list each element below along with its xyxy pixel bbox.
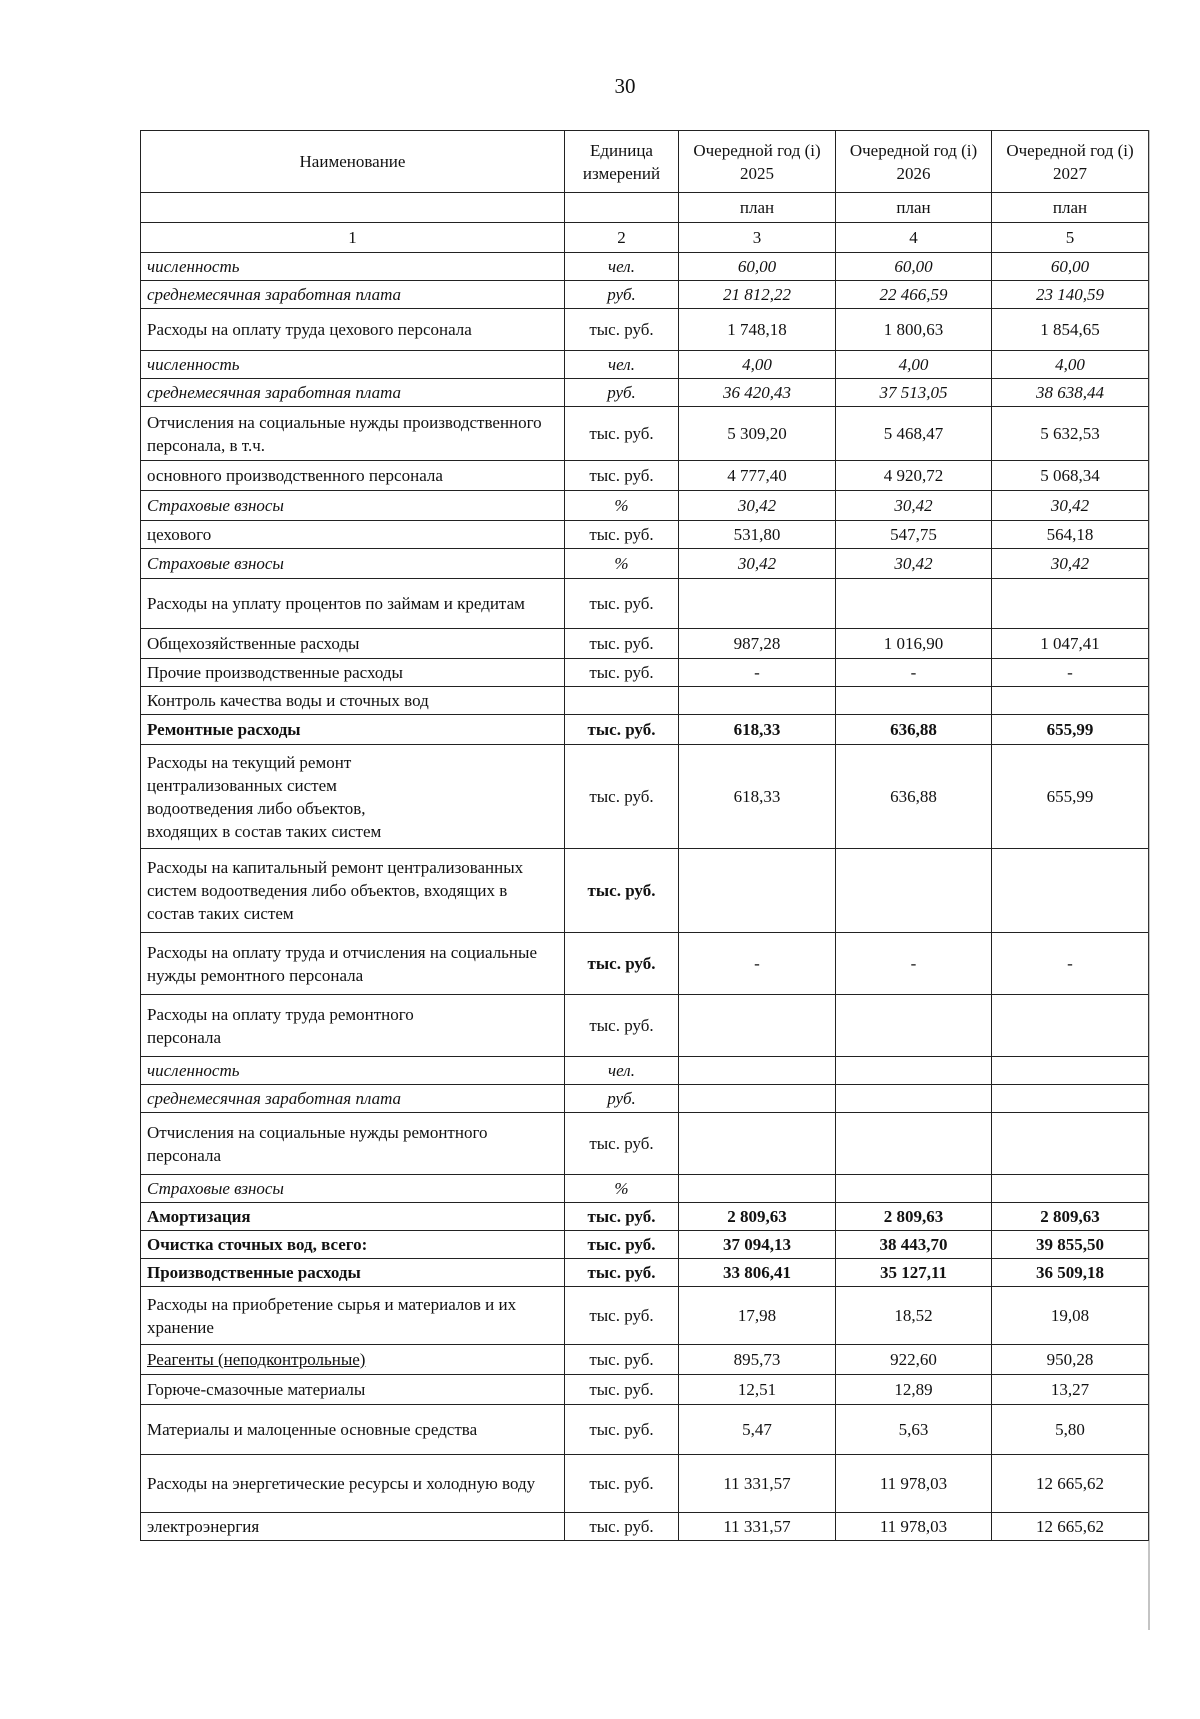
row-value-2027: 4,00 <box>992 351 1149 379</box>
row-name <box>141 629 565 659</box>
row-value-2027 <box>992 687 1149 715</box>
table-row <box>141 1455 1149 1513</box>
row-unit <box>565 687 679 715</box>
row-name <box>141 1175 565 1203</box>
row-name <box>141 491 565 521</box>
row-unit: тыс. руб. <box>565 1113 679 1175</box>
row-unit: тыс. руб. <box>565 629 679 659</box>
row-name <box>141 461 565 491</box>
row-name-text: численность <box>147 355 240 374</box>
row-value-2025: - <box>679 933 836 995</box>
row-name-text: Страховые взносы <box>147 1179 284 1198</box>
row-value-2026: 35 127,11 <box>836 1259 992 1287</box>
table-row <box>141 995 1149 1057</box>
row-value-2027: 655,99 <box>992 745 1149 849</box>
table-row <box>141 1375 1149 1405</box>
table-row <box>141 1175 1149 1203</box>
row-value-2025: 36 420,43 <box>679 379 836 407</box>
table-row <box>141 1345 1149 1375</box>
header-plan-2025: план <box>679 193 836 223</box>
row-name-text: Расходы на уплату процентов по займам и кредитам <box>147 594 525 613</box>
table-row <box>141 745 1149 849</box>
row-unit: тыс. руб. <box>565 1287 679 1345</box>
row-unit: тыс. руб. <box>565 995 679 1057</box>
row-value-2026: 4,00 <box>836 351 992 379</box>
table-row <box>141 715 1149 745</box>
row-unit: тыс. руб. <box>565 715 679 745</box>
row-name-text: Страховые взносы <box>147 496 284 515</box>
row-value-2025: 618,33 <box>679 745 836 849</box>
row-name-text: численность <box>147 257 240 276</box>
row-name-text: численность <box>147 1061 240 1080</box>
row-value-2026: 5 468,47 <box>836 407 992 461</box>
header-empty-unit <box>565 193 679 223</box>
row-unit: тыс. руб. <box>565 849 679 933</box>
row-name <box>141 253 565 281</box>
table-row <box>141 351 1149 379</box>
row-name <box>141 659 565 687</box>
row-name <box>141 309 565 351</box>
row-value-2025: 895,73 <box>679 1345 836 1375</box>
row-unit: тыс. руб. <box>565 521 679 549</box>
row-value-2027: 5 632,53 <box>992 407 1149 461</box>
row-value-2027: 38 638,44 <box>992 379 1149 407</box>
table-row <box>141 1085 1149 1113</box>
table-row <box>141 407 1149 461</box>
row-value-2025 <box>679 687 836 715</box>
row-name <box>141 407 565 461</box>
header-year-2025: Очередной год (i) 2025 <box>679 131 836 193</box>
row-value-2027: - <box>992 933 1149 995</box>
row-value-2027: 30,42 <box>992 491 1149 521</box>
row-value-2026 <box>836 1113 992 1175</box>
column-number-5: 5 <box>992 223 1149 253</box>
table-row <box>141 1513 1149 1541</box>
row-name <box>141 1113 565 1175</box>
row-name-text: Расходы на текущий ремонт централизованных систем водоотведения либо объектов, входящих в состав таких систем <box>147 752 382 841</box>
row-name-text: Расходы на приобретение сырья и материалов и их хранение <box>147 1294 517 1337</box>
row-value-2027: 19,08 <box>992 1287 1149 1345</box>
row-name-text: Горюче-смазочные материалы <box>147 1380 366 1399</box>
row-name <box>141 379 565 407</box>
column-number-3: 3 <box>679 223 836 253</box>
row-name <box>141 995 565 1057</box>
header-plan-2027: план <box>992 193 1149 223</box>
row-value-2027: 12 665,62 <box>992 1455 1149 1513</box>
row-value-2026: - <box>836 659 992 687</box>
row-value-2026 <box>836 579 992 629</box>
row-value-2027 <box>992 1085 1149 1113</box>
row-name-text: Расходы на оплату труда и отчисления на социальные нужды ремонтного персонала <box>147 942 537 985</box>
table-header <box>141 131 1149 253</box>
row-value-2025: 37 094,13 <box>679 1231 836 1259</box>
row-value-2025 <box>679 1057 836 1085</box>
row-value-2026: 547,75 <box>836 521 992 549</box>
budget-table <box>140 130 1149 1541</box>
row-unit: руб. <box>565 1085 679 1113</box>
row-name <box>141 933 565 995</box>
row-name <box>141 1259 565 1287</box>
row-value-2025: 11 331,57 <box>679 1455 836 1513</box>
table-row <box>141 281 1149 309</box>
table-row <box>141 491 1149 521</box>
row-value-2025: 987,28 <box>679 629 836 659</box>
row-unit: тыс. руб. <box>565 1513 679 1541</box>
row-value-2025: 618,33 <box>679 715 836 745</box>
row-value-2025: 12,51 <box>679 1375 836 1405</box>
row-name-text: Общехозяйственные расходы <box>147 634 360 653</box>
row-value-2026 <box>836 1085 992 1113</box>
row-value-2026 <box>836 1175 992 1203</box>
row-unit: тыс. руб. <box>565 1375 679 1405</box>
table-row <box>141 253 1149 281</box>
row-value-2026: 1 800,63 <box>836 309 992 351</box>
row-name <box>141 1085 565 1113</box>
row-value-2026: 5,63 <box>836 1405 992 1455</box>
row-name-text: Отчисления на социальные нужды ремонтного персонала <box>147 1122 488 1165</box>
table-row <box>141 1057 1149 1085</box>
row-value-2025 <box>679 1085 836 1113</box>
table-row <box>141 629 1149 659</box>
row-value-2026: 30,42 <box>836 549 992 579</box>
table-row <box>141 849 1149 933</box>
row-value-2026: 11 978,03 <box>836 1513 992 1541</box>
row-value-2025: 2 809,63 <box>679 1203 836 1231</box>
row-name <box>141 281 565 309</box>
row-value-2025: 531,80 <box>679 521 836 549</box>
row-unit: руб. <box>565 379 679 407</box>
header-plan-2026: план <box>836 193 992 223</box>
row-name-text: Расходы на энергетические ресурсы и холодную воду <box>147 1474 536 1493</box>
row-unit: тыс. руб. <box>565 659 679 687</box>
row-value-2025: 1 748,18 <box>679 309 836 351</box>
row-value-2025 <box>679 1175 836 1203</box>
row-name <box>141 1057 565 1085</box>
row-name <box>141 579 565 629</box>
row-value-2027 <box>992 1057 1149 1085</box>
row-value-2026: 12,89 <box>836 1375 992 1405</box>
row-value-2025: 11 331,57 <box>679 1513 836 1541</box>
row-unit: тыс. руб. <box>565 1203 679 1231</box>
row-value-2025: 17,98 <box>679 1287 836 1345</box>
row-value-2026: 38 443,70 <box>836 1231 992 1259</box>
row-name <box>141 521 565 549</box>
row-unit: чел. <box>565 351 679 379</box>
row-name <box>141 1231 565 1259</box>
row-value-2025: 5 309,20 <box>679 407 836 461</box>
row-unit: тыс. руб. <box>565 309 679 351</box>
row-name <box>141 549 565 579</box>
row-unit: чел. <box>565 253 679 281</box>
row-unit: тыс. руб. <box>565 579 679 629</box>
table-row <box>141 1203 1149 1231</box>
row-value-2027: 12 665,62 <box>992 1513 1149 1541</box>
row-value-2027: 1 047,41 <box>992 629 1149 659</box>
row-name-text: Очистка сточных вод, всего: <box>147 1235 368 1254</box>
row-name-text: Материалы и малоценные основные средства <box>147 1420 478 1439</box>
row-value-2027: 1 854,65 <box>992 309 1149 351</box>
row-value-2026 <box>836 849 992 933</box>
row-value-2026: 636,88 <box>836 715 992 745</box>
table-row <box>141 379 1149 407</box>
row-name <box>141 715 565 745</box>
table-row <box>141 461 1149 491</box>
row-value-2026: 636,88 <box>836 745 992 849</box>
row-name-text: Ремонтные расходы <box>147 720 301 739</box>
row-value-2026: 22 466,59 <box>836 281 992 309</box>
table-row <box>141 1259 1149 1287</box>
row-value-2026: 11 978,03 <box>836 1455 992 1513</box>
row-value-2027: 5 068,34 <box>992 461 1149 491</box>
row-value-2025 <box>679 1113 836 1175</box>
row-value-2027: 60,00 <box>992 253 1149 281</box>
column-number-1: 1 <box>141 223 565 253</box>
table-row <box>141 659 1149 687</box>
row-value-2025 <box>679 579 836 629</box>
row-name <box>141 1287 565 1345</box>
scan-edge-mark <box>1148 130 1150 1630</box>
row-value-2027: 39 855,50 <box>992 1231 1149 1259</box>
row-name <box>141 1455 565 1513</box>
table-row <box>141 521 1149 549</box>
page-number: 30 <box>614 74 636 98</box>
row-value-2025: 4 777,40 <box>679 461 836 491</box>
table-body <box>141 253 1149 1541</box>
row-value-2025: 4,00 <box>679 351 836 379</box>
row-name-text: Отчисления на социальные нужды производственного персонала, в т.ч. <box>147 412 542 455</box>
row-unit: тыс. руб. <box>565 461 679 491</box>
row-value-2027: 5,80 <box>992 1405 1149 1455</box>
table-row <box>141 1231 1149 1259</box>
row-name-text: основного производственного персонала <box>147 466 443 485</box>
row-name <box>141 1345 565 1375</box>
row-unit: тыс. руб. <box>565 1405 679 1455</box>
row-value-2026: 30,42 <box>836 491 992 521</box>
row-value-2025: - <box>679 659 836 687</box>
table-row <box>141 1287 1149 1345</box>
row-value-2026: 18,52 <box>836 1287 992 1345</box>
row-value-2027 <box>992 579 1149 629</box>
header-year-2026: Очередной год (i) 2026 <box>836 131 992 193</box>
row-name-text: среднемесячная заработная плата <box>147 383 402 402</box>
row-value-2026: 4 920,72 <box>836 461 992 491</box>
row-value-2027 <box>992 1113 1149 1175</box>
row-name-text: Контроль качества воды и сточных вод <box>147 691 429 710</box>
row-name-text: Производственные расходы <box>147 1263 361 1282</box>
table-row <box>141 579 1149 629</box>
table-row <box>141 1113 1149 1175</box>
row-value-2027: - <box>992 659 1149 687</box>
row-value-2025: 60,00 <box>679 253 836 281</box>
row-value-2026: 2 809,63 <box>836 1203 992 1231</box>
row-value-2025: 21 812,22 <box>679 281 836 309</box>
row-unit: тыс. руб. <box>565 933 679 995</box>
row-name-text: Реагенты (неподконтрольные) <box>147 1350 366 1369</box>
row-value-2027: 13,27 <box>992 1375 1149 1405</box>
row-unit: % <box>565 1175 679 1203</box>
row-value-2026: - <box>836 933 992 995</box>
row-value-2027: 36 509,18 <box>992 1259 1149 1287</box>
row-value-2027 <box>992 849 1149 933</box>
header-year-2027: Очередной год (i) 2027 <box>992 131 1149 193</box>
table-row <box>141 309 1149 351</box>
row-name <box>141 1405 565 1455</box>
row-value-2026 <box>836 1057 992 1085</box>
row-name <box>141 745 565 849</box>
row-value-2027: 950,28 <box>992 1345 1149 1375</box>
row-name-text: среднемесячная заработная плата <box>147 1089 402 1108</box>
row-value-2026 <box>836 687 992 715</box>
column-number-4: 4 <box>836 223 992 253</box>
row-value-2025: 30,42 <box>679 549 836 579</box>
row-name <box>141 849 565 933</box>
row-value-2025 <box>679 849 836 933</box>
row-unit: тыс. руб. <box>565 1455 679 1513</box>
row-name <box>141 1513 565 1541</box>
row-value-2027 <box>992 995 1149 1057</box>
row-name-text: Расходы на оплату труда цехового персонала <box>147 320 472 339</box>
row-unit: тыс. руб. <box>565 1231 679 1259</box>
row-value-2026: 922,60 <box>836 1345 992 1375</box>
row-unit: тыс. руб. <box>565 1259 679 1287</box>
row-value-2027: 2 809,63 <box>992 1203 1149 1231</box>
row-unit: руб. <box>565 281 679 309</box>
row-value-2027: 30,42 <box>992 549 1149 579</box>
row-name <box>141 1375 565 1405</box>
row-name-text: Страховые взносы <box>147 554 284 573</box>
row-unit: тыс. руб. <box>565 745 679 849</box>
row-unit: тыс. руб. <box>565 1345 679 1375</box>
row-unit: тыс. руб. <box>565 407 679 461</box>
row-value-2026: 60,00 <box>836 253 992 281</box>
header-empty-name <box>141 193 565 223</box>
row-value-2026: 37 513,05 <box>836 379 992 407</box>
row-unit: % <box>565 549 679 579</box>
table-row <box>141 687 1149 715</box>
row-unit: % <box>565 491 679 521</box>
row-value-2026: 1 016,90 <box>836 629 992 659</box>
table-row <box>141 933 1149 995</box>
row-value-2026 <box>836 995 992 1057</box>
row-name-text: цехового <box>147 525 212 544</box>
row-value-2027: 655,99 <box>992 715 1149 745</box>
table-row <box>141 1405 1149 1455</box>
row-value-2027: 564,18 <box>992 521 1149 549</box>
row-unit: чел. <box>565 1057 679 1085</box>
row-name <box>141 351 565 379</box>
row-value-2027 <box>992 1175 1149 1203</box>
row-name <box>141 1203 565 1231</box>
row-name-text: Расходы на капитальный ремонт централизованных систем водоотведения либо объектов, входящих в состав таких систем <box>147 858 524 923</box>
row-value-2025 <box>679 995 836 1057</box>
row-value-2025: 5,47 <box>679 1405 836 1455</box>
row-name-text: электроэнергия <box>147 1517 260 1536</box>
row-name-text: Расходы на оплату труда ремонтного персонала <box>147 1004 414 1047</box>
row-name <box>141 687 565 715</box>
row-value-2027: 23 140,59 <box>992 281 1149 309</box>
row-value-2025: 33 806,41 <box>679 1259 836 1287</box>
table-row <box>141 549 1149 579</box>
row-name-text: Амортизация <box>147 1207 251 1226</box>
row-name-text: Прочие производственные расходы <box>147 663 403 682</box>
header-unit: Единица измерений <box>565 131 679 193</box>
row-value-2025: 30,42 <box>679 491 836 521</box>
row-name-text: среднемесячная заработная плата <box>147 285 402 304</box>
header-name: Наименование <box>141 131 565 193</box>
column-number-2: 2 <box>565 223 679 253</box>
